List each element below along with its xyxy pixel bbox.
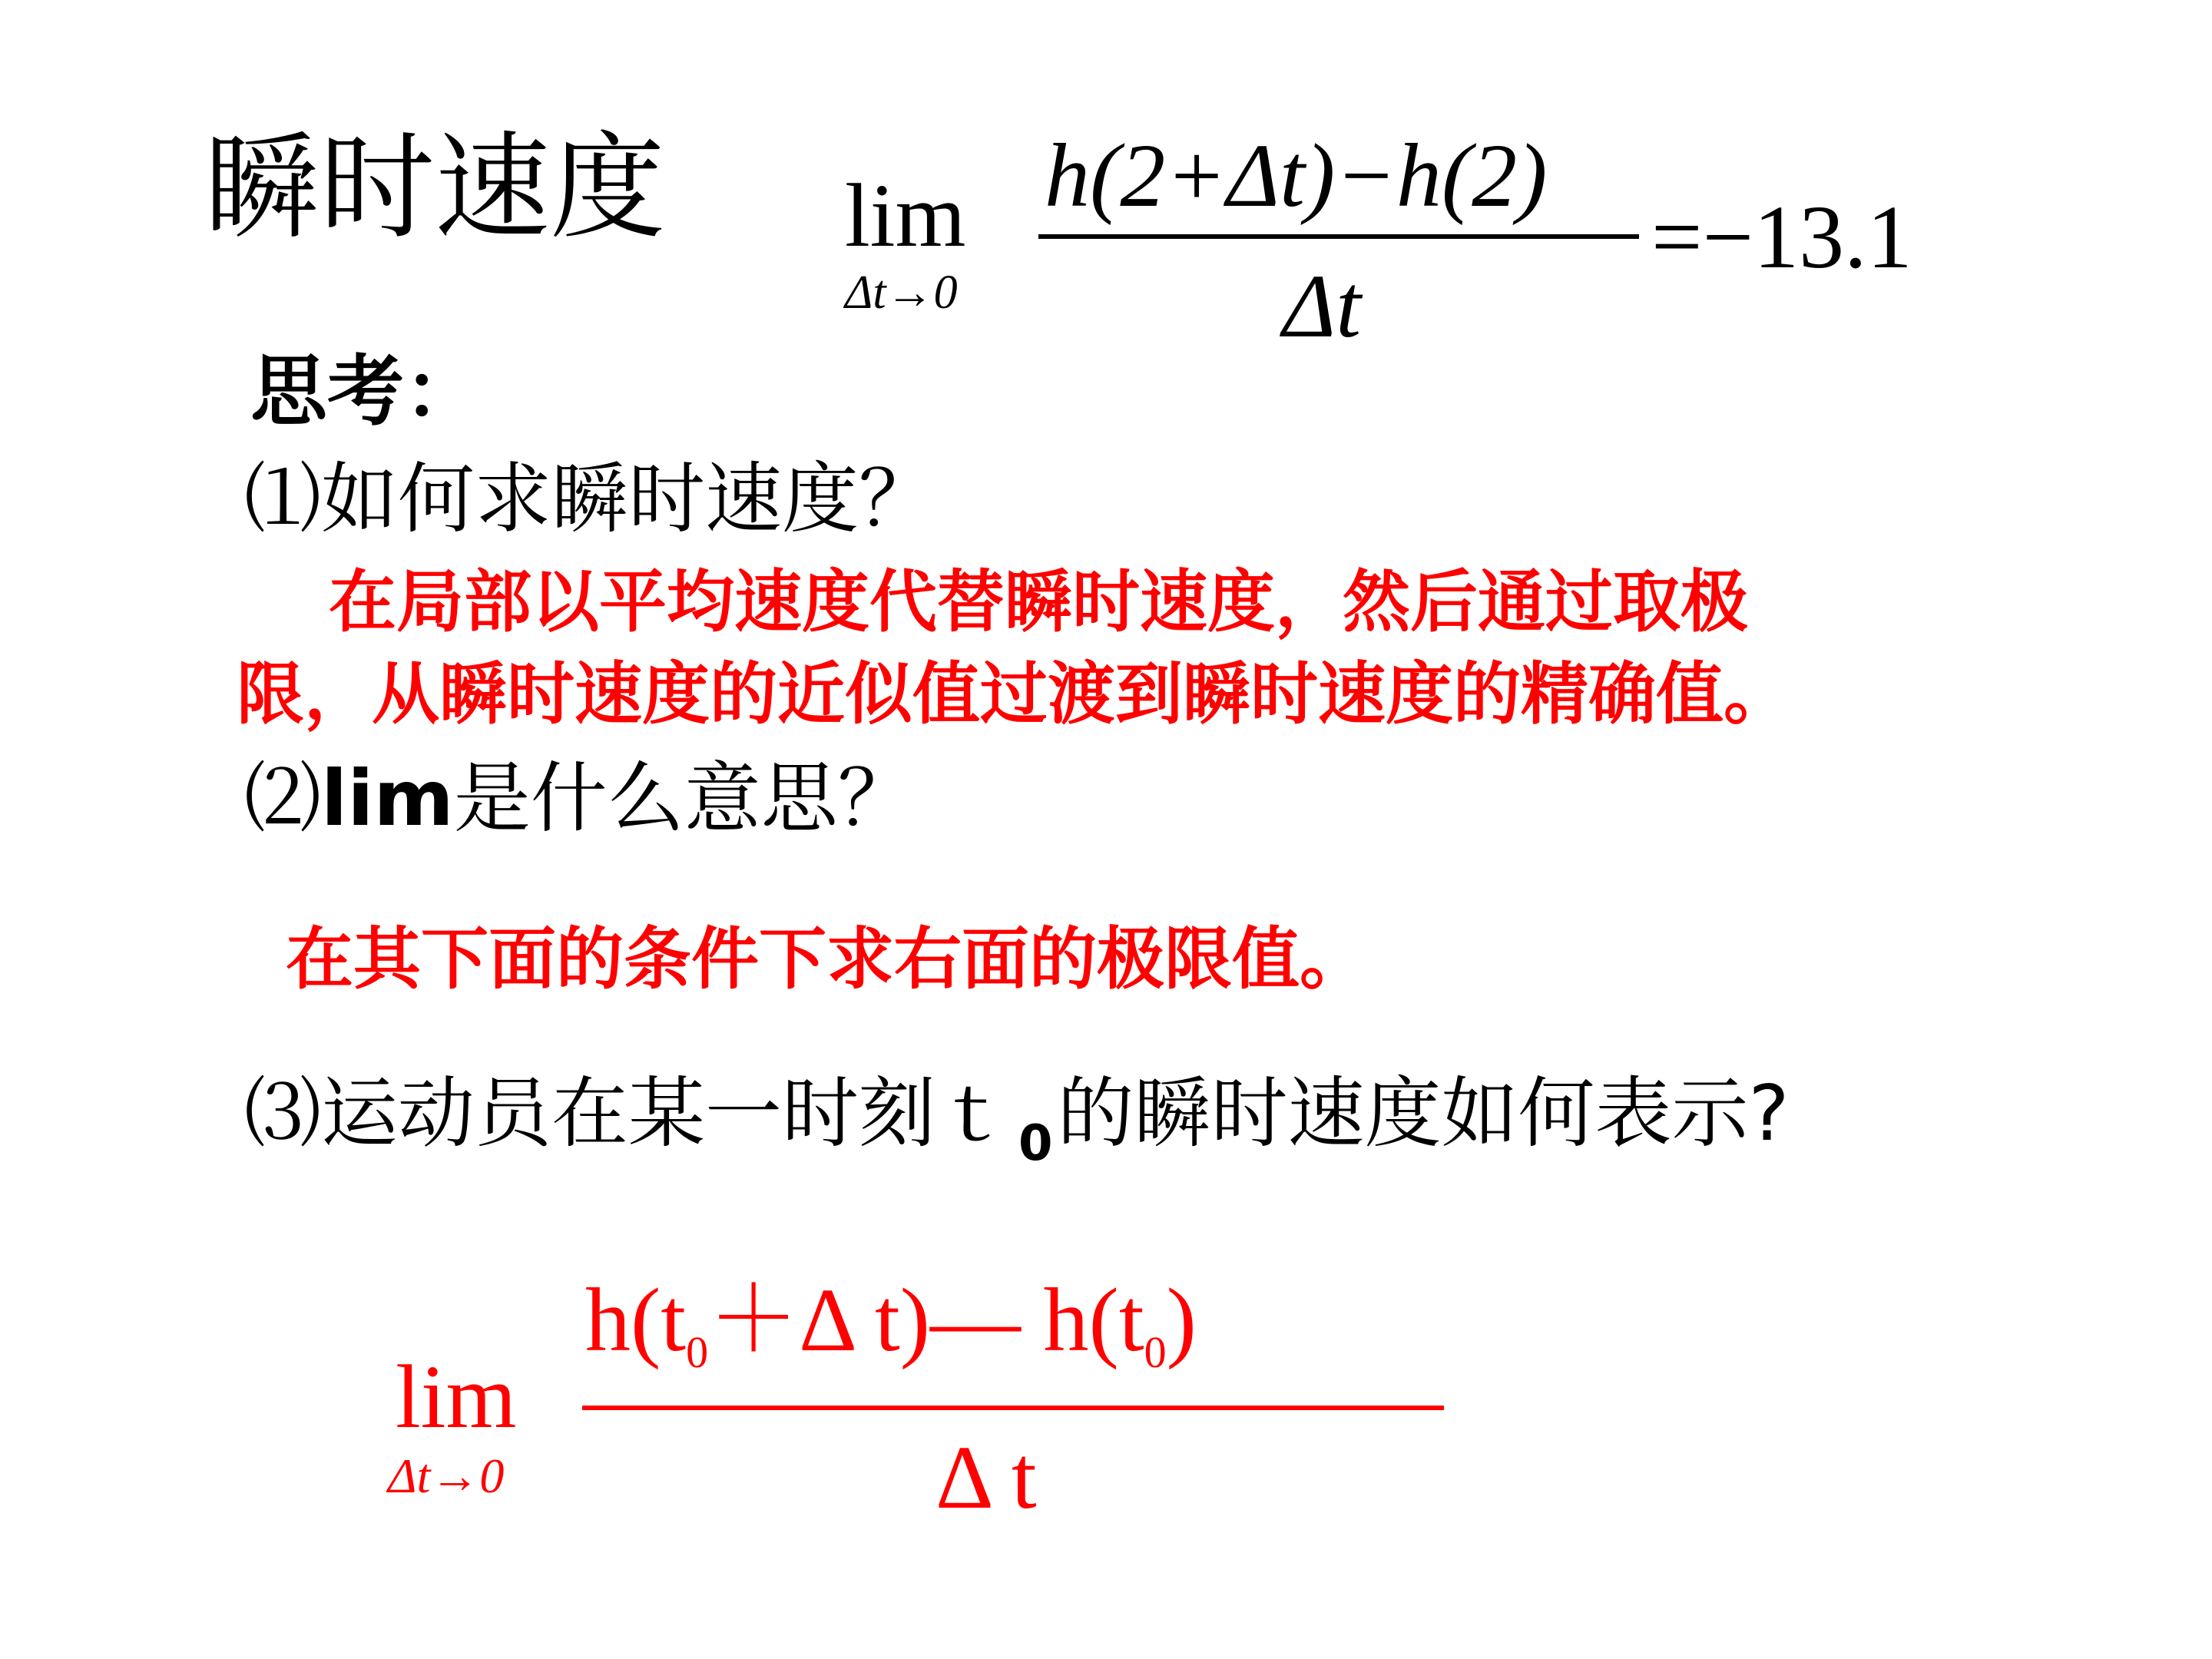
question-2-lim: lim bbox=[321, 753, 454, 843]
question-3-subscript: 0 bbox=[1018, 1115, 1053, 1172]
think-label: 思考： bbox=[250, 346, 481, 436]
question-2 bbox=[244, 753, 915, 843]
formula2-num-sub-2: 0 bbox=[1144, 1327, 1167, 1377]
formula1-denominator: Δt bbox=[1283, 256, 1362, 356]
formula2-num-part-a: h(t bbox=[585, 1270, 687, 1370]
question-2-text: 是什么意思？ bbox=[453, 753, 915, 843]
answer-1-line-2: 限，从瞬时速度的近似值过渡到瞬时速度的精确值。 bbox=[237, 654, 1792, 733]
question-2-number: ⑵ bbox=[244, 753, 321, 843]
formula2-num-part-c: ) bbox=[1166, 1270, 1197, 1370]
question-1: ⑴如何求瞬时速度？ bbox=[244, 454, 935, 544]
answer-2: 在其下面的条件下求右面的极限值。 bbox=[286, 919, 1368, 998]
formula2-lim: lim bbox=[396, 1346, 517, 1447]
formula1-result: =−13.1 bbox=[1651, 187, 1912, 287]
answer-1-line-1: 在局部以平均速度代替瞬时速度，然后通过取极 bbox=[329, 562, 1749, 641]
formula1-numerator: h(2+Δt)−h(2) bbox=[1045, 125, 1548, 226]
formula2-num-part-b: ＋Δ t)— h(t bbox=[708, 1270, 1144, 1370]
formula1-fraction-bar bbox=[1038, 234, 1639, 239]
question-3-after: 的瞬时速度如何表示? bbox=[1057, 1068, 1790, 1158]
formula2-fraction-bar bbox=[582, 1406, 1444, 1410]
formula2-lim-sub: Δt→0 bbox=[388, 1449, 505, 1503]
formula2-denominator: Δ t bbox=[935, 1427, 1037, 1528]
slide-title: 瞬时速度 bbox=[204, 121, 666, 255]
formula1-lim-sub: Δt→0 bbox=[845, 267, 958, 319]
formula1-lim: lim bbox=[845, 165, 966, 266]
question-3 bbox=[244, 1068, 1790, 1172]
formula2-numerator bbox=[585, 1270, 1197, 1377]
formula2-num-sub-1: 0 bbox=[686, 1327, 709, 1377]
question-3-before: ⑶运动员在某一时刻ｔ bbox=[244, 1068, 1012, 1158]
